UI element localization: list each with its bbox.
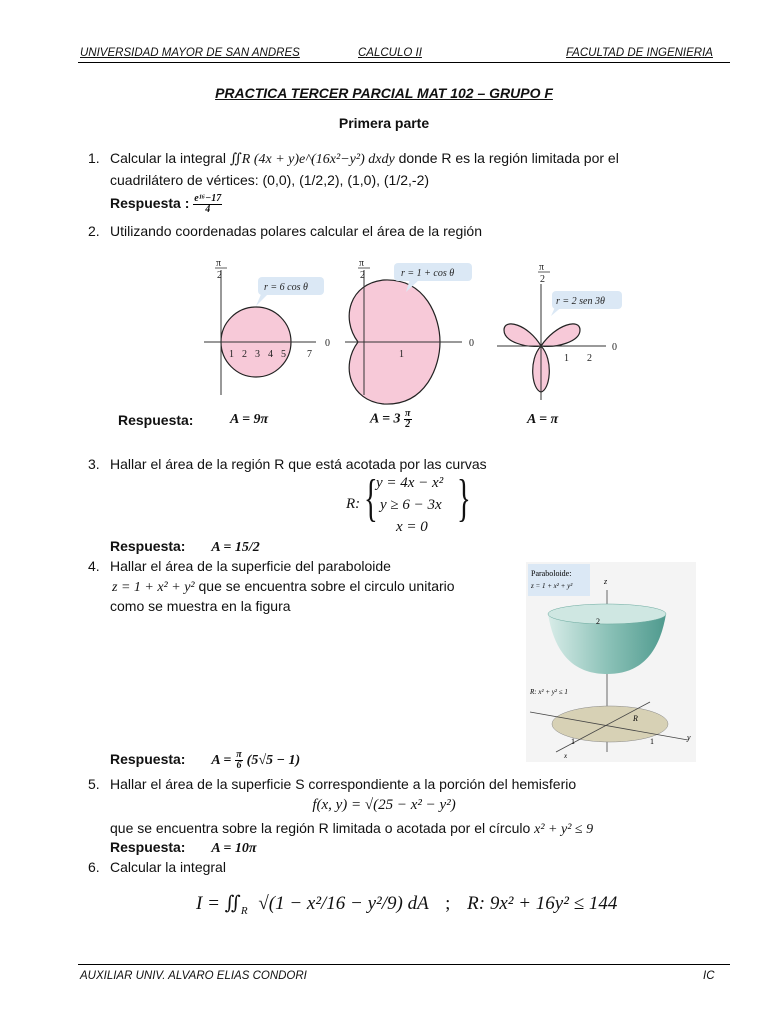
problem-4-paraboloid-eq: z = 1 + x² + y² [112,580,195,595]
fig1-tick-3: 3 [255,349,260,360]
problem-5-hemisphere-eq: f(x, y) = √(25 − x² − y²) [312,797,456,813]
problem-6-integrand: √(1 − x²/16 − y²/9) dA [258,893,429,914]
header-course: CALCULO II [358,47,422,59]
problem-1-answer-den: 4 [205,204,211,215]
problem-5-answer-label: Respuesta: [110,839,186,855]
fig2-label: r = 1 + cos θ [401,268,455,279]
problem-4-line3: como se muestra en la figura [110,598,291,614]
problem-4-answer [110,750,300,771]
problem-4-text-b: que se encuentra sobre el circulo unitario [198,578,455,594]
page-title: PRACTICA TERCER PARCIAL MAT 102 – GRUPO F [215,85,553,101]
problem-2-answer-2-den: 2 [405,419,411,430]
problem-2-answer-2-fraction [404,409,411,430]
problem-4-answer-den: 6 [236,760,242,771]
problem-5-answer [110,839,257,857]
problem-6-number: 6. [88,859,100,875]
right-brace: } [457,470,471,527]
disk-R-label: R [633,714,638,723]
y-tick-1: 1 [650,737,654,746]
fig1-label: r = 6 cos θ [264,282,308,293]
problem-2-answer-1: A = 9π [230,412,269,427]
figure-cardioid [345,258,474,404]
problem-5-text-b: que se encuentra sobre la región R limitada o acotada por el círculo [110,820,531,836]
problem-2-answer-3: A = π [527,412,559,427]
problem-4-answer-label: Respuesta: [110,751,186,768]
fig1-tick-7: 7 [307,349,312,360]
problem-2-text: Utilizando coordenadas polares calcular el área de la región [110,223,483,239]
system-eq-2: y ≥ 6 − 3x [380,497,442,513]
problem-5-number: 5. [88,776,100,792]
problem-2-answer-2-num: π [405,408,411,419]
problem-3-answer [110,538,260,556]
problem-6-integral [196,892,617,917]
paraboloid-rim [548,604,666,624]
problem-6-integral-lhs: I = ∬ [196,893,241,914]
paraboloid-figure [526,562,696,762]
figure-rose [497,262,622,400]
problem-3-text: Hallar el área de la región R que está acotada por las curvas [110,456,487,472]
footer-rule [78,964,730,965]
fig3-zero: 0 [612,342,617,353]
problem-6-text: Calcular la integral [110,859,226,875]
problem-1-text-a: Calcular la integral [110,150,226,166]
fig2-two: 2 [360,270,365,281]
fig2-tick-1: 1 [399,349,404,360]
problem-6-separator: ; [445,893,451,914]
x-label: x [564,752,568,760]
problem-4-answer-suffix: (5√5 − 1) [246,753,301,769]
problem-6-region: R: 9x² + 16y² ≤ 144 [467,893,618,914]
problem-4-answer-fraction [235,750,242,771]
fig1-pi: π [216,258,222,269]
problem-6-integral-region-sub: R [240,904,248,917]
problem-5-circle-eq: x² + y² ≤ 9 [534,822,594,837]
system-eq-3: x = 0 [396,519,428,535]
rose-petal-left [504,324,541,346]
problem-4-number: 4. [88,558,100,574]
problem-4-answer-prefix: A = [211,753,232,769]
problem-3-number: 3. [88,456,100,472]
problem-2-answer-2 [370,409,412,430]
fig2-zero: 0 [469,338,474,349]
fig3-tick-1: 1 [564,353,569,364]
z-label: z [604,577,608,586]
fig1-zero: 0 [325,338,330,349]
problem-4-line2 [112,578,455,596]
fig1-tick-5: 5 [281,349,286,360]
fig3-tick-2: 2 [587,353,592,364]
fig1-tick-2: 2 [242,349,247,360]
problem-4-answer-num: π [236,749,242,760]
caption-equation: z = 1 + x² + y² [531,582,573,590]
problem-1-integral: ∬R (4x + y)e^(16x²−y²) dxdy [229,152,395,167]
problem-3-answer-label: Respuesta: [110,538,186,554]
problem-1-text-b: donde R es la región limitada por el [398,150,619,166]
fig1-bubble-tail [256,292,270,306]
fig1-tick-1: 1 [229,349,234,360]
problem-1-line2: cuadrilátero de vértices: (0,0), (1/2,2), (1,0), (1/2,-2) [110,172,430,188]
problem-2-answer-2-main: A = 3 [370,411,401,427]
z-tick-2: 2 [596,617,600,626]
problem-3-system-label: R: [346,496,361,512]
caption-title: Paraboloide: [531,569,572,578]
rose-petal-right [541,324,580,346]
problem-2-number: 2. [88,223,100,239]
figure-cardioid-circle [204,258,330,395]
fig3-two: 2 [540,274,545,285]
system-eq-1: y = 4x − x² [376,475,444,491]
problem-1-answer-label: Respuesta : [110,195,190,212]
footer-author: AUXILIAR UNIV. ALVARO ELIAS CONDORI [80,970,307,982]
problem-2-answer-label: Respuesta: [118,412,194,428]
problem-5-text: Hallar el área de la superficie S correspondiente a la porción del hemisferio [110,776,577,792]
problem-4-text: Hallar el área de la superficie del paraboloide [110,558,391,574]
footer-initials: IC [703,970,715,982]
header-university: UNIVERSIDAD MAYOR DE SAN ANDRES [80,47,300,59]
problem-1-answer-num: e¹⁶−17 [194,193,222,204]
fig1-two: 2 [217,270,222,281]
problem-3-answer-value: A = 15/2 [211,540,260,555]
problem-5-line3 [110,820,593,838]
header-faculty: FACULTAD DE INGENIERIA [566,47,713,59]
fig3-pi: π [539,262,545,273]
left-brace: { [364,470,378,527]
x-tick-1: 1 [571,737,575,746]
problem-5-answer-value: A = 10π [211,841,257,856]
problem-1-number: 1. [88,150,100,166]
fig3-label: r = 2 sen 3θ [556,296,605,307]
section-title: Primera parte [338,115,430,131]
fig2-pi: π [359,258,365,269]
region-label: R: x² + y² ≤ 1 [530,688,568,696]
y-label: y [687,733,691,742]
fig1-tick-4: 4 [268,349,273,360]
